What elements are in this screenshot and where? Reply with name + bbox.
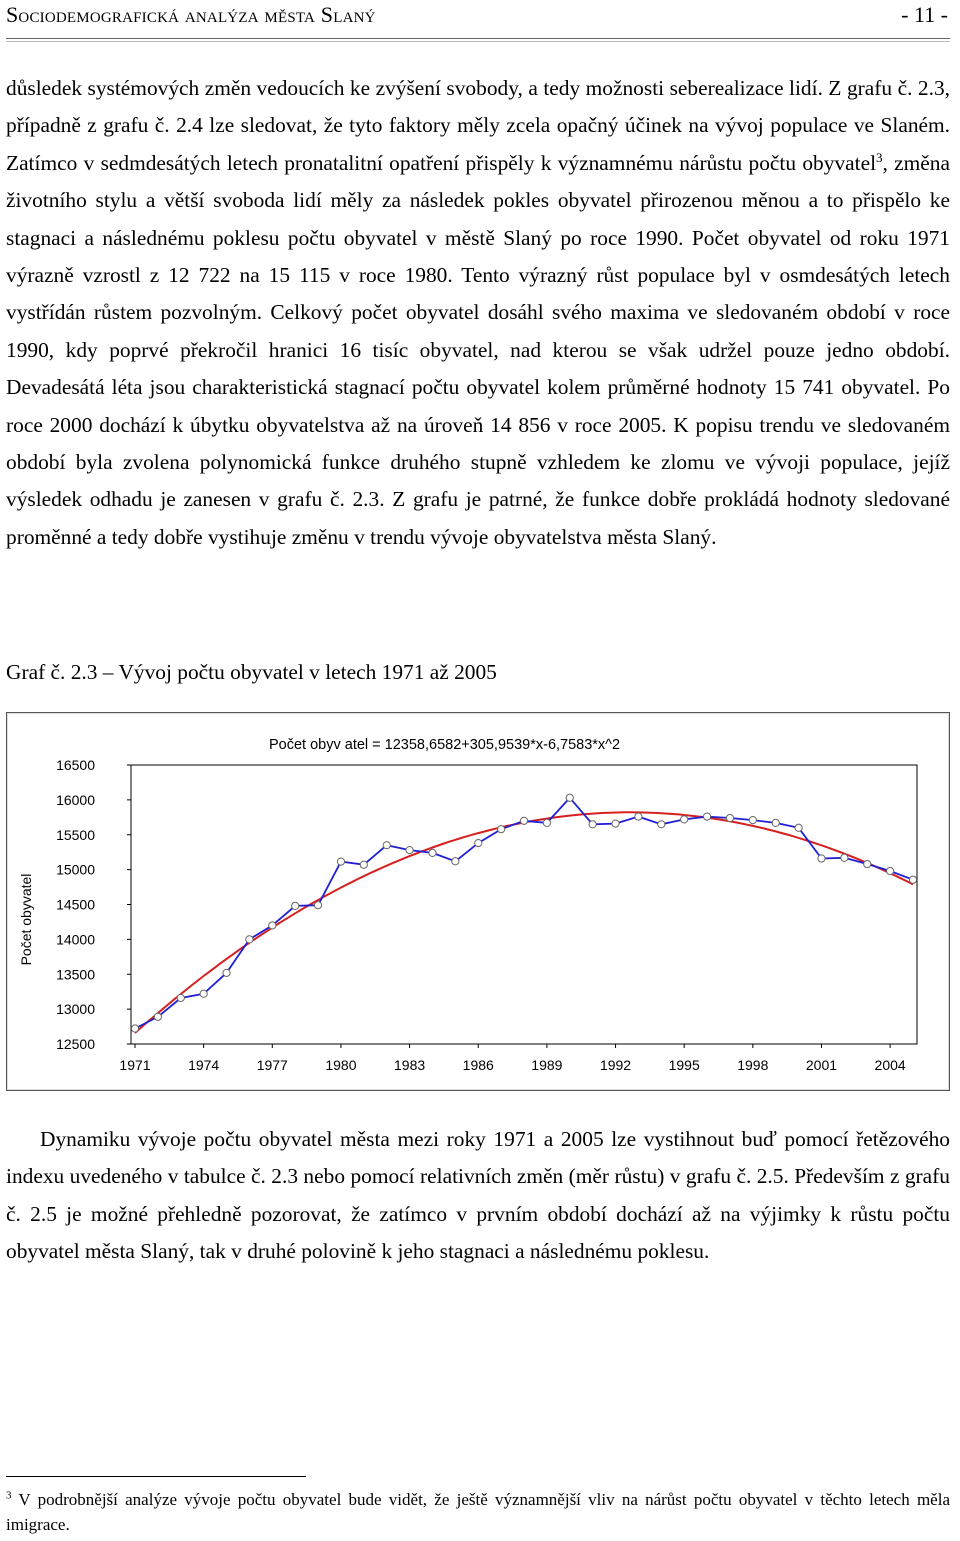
data-point [520,817,527,824]
data-point [314,902,321,909]
y-tick-label: 14500 [56,896,95,913]
data-point [772,819,779,826]
y-tick-label: 15500 [56,826,95,843]
data-point [337,858,344,865]
x-tick-label: 2004 [874,1057,906,1073]
data-point [589,821,596,828]
data-point [658,821,665,828]
data-point [749,817,756,824]
figure-caption: Graf č. 2.3 – Vývoj počtu obyvatel v letech 1971 až 2005 [6,660,497,684]
chart-equation: Počet obyv atel = 12358,6582+305,9539*x-6,7583*x^2 [269,737,621,753]
data-point [566,794,573,801]
plot-frame [131,765,917,1044]
footnote-text: V podrobnější analýze vývoje počtu obyvatel bude vidět, že ještě významnější vliv na nárůst počtu obyvatel v těchto letech měla imigrace. [6,1490,950,1534]
footnote-ref[interactable]: 3 [876,149,883,165]
paragraph-1 [6,70,950,556]
data-point [909,876,916,883]
y-tick-label: 12500 [56,1036,95,1052]
y-axis-label: Počet obyvatel [18,873,34,966]
data-point [223,969,230,976]
data-point [635,813,642,820]
y-tick-label: 13000 [56,1001,95,1018]
x-tick-label: 1989 [531,1057,563,1073]
header-rule [6,38,950,39]
population-line [135,798,913,1029]
paragraph-1-part-b: , změna životního stylu a větší svoboda lidí měly za následek pokles obyvatel přirozenou měnou a to přispělo ke stagnaci a následnému poklesu počtu obyvatel v městě Slaný po roce 1990. Počet obyvatel od roku 1971 výrazně vzrostl z 12 722 na 15 115 v roce 1980. Tento výrazný růst populace byl v osmdesátých letech vystřídán růstem pozvolným. Celkový počet obyvatel dosáhl svého maxima ve sledovaném období v roce 1990, kdy poprvé překročil hranici 16 tisíc obyvatel, nad kterou se však udržel pouze jedno období. Devadesátá léta jsou charakteristická stagnací počtu obyvatel kolem průměrné hodnoty 15 741 obyvatel. Po roce 2000 dochází k úbytku obyvatelstva až na úroveň 14 856 v roce 2005. K popisu trendu ve sledovaném období byla zvolena polynomická funkce druhého stupně vzhledem ke zlomu ve vývoji populace, jejíž výsledek odhadu je zanesen v grafu č. 2.3. Z grafu je patrné, že funkce dobře prokládá hodnoty sledované proměnné a tedy dobře vystihuje změnu v trendu vývoje obyvatelstva města Slaný. [6,150,950,549]
y-tick-label: 15000 [56,861,95,878]
data-point [246,936,253,943]
data-point [429,849,436,856]
footnote-rule [6,1476,306,1477]
data-point [543,819,550,826]
chart-frame [6,712,950,1091]
data-point [177,994,184,1001]
paragraph-1-part-a: důsledek systémových změn vedoucích ke zvýšení svobody, a tedy možnosti seberealizace lidí. Z grafu č. 2.3, případně z grafu č. 2.4 lze sledovat, že tyto faktory měly zcela opačný účinek na vývoj populace ve Slaném. Zatímco v sedmdesátých letech pronatalitní opatření přispěly k významnému nárůstu počtu obyvatel [6,76,950,175]
data-point [864,860,871,867]
paragraph-2 [6,1121,950,1271]
data-point [406,846,413,853]
footnote [6,1487,950,1537]
data-point [612,820,619,827]
running-title: Sociodemografická analýza města Slaný [6,2,376,27]
data-point [887,867,894,874]
data-point [292,902,299,909]
y-tick-label: 16000 [56,791,95,808]
data-point [703,813,710,820]
data-point [360,861,367,868]
data-point [818,855,825,862]
x-tick-label: 1986 [462,1057,494,1073]
x-tick-label: 2001 [805,1057,838,1073]
data-point [726,814,733,821]
data-point [498,826,505,833]
data-point [131,1025,138,1032]
x-tick-label: 1998 [737,1057,769,1073]
page-number: - 11 - [901,2,948,27]
x-tick-label: 1980 [325,1057,357,1073]
fit-curve [135,812,913,1033]
data-point [452,858,459,865]
data-point [841,854,848,861]
x-tick-label: 1974 [188,1057,220,1073]
y-tick-label: 16500 [56,757,95,773]
x-tick-label: 1995 [668,1057,700,1073]
population-chart [7,713,949,1090]
data-point [383,842,390,849]
x-tick-label: 1977 [256,1057,288,1073]
x-tick-label: 1971 [119,1057,151,1073]
footnote-number: 3 [6,1489,12,1502]
running-header [6,2,950,32]
data-point [795,824,802,831]
x-tick-label: 1992 [599,1057,632,1073]
data-point [269,922,276,929]
header-rule-secondary [6,41,950,42]
data-point [154,1013,161,1020]
data-point [475,840,482,847]
data-point [200,990,207,997]
y-tick-label: 13500 [56,966,95,983]
data-point [681,816,688,823]
x-tick-label: 1983 [394,1057,426,1073]
paragraph-2-text: Dynamiku vývoje počtu obyvatel města mezi roky 1971 a 2005 lze vystihnout buď pomocí řetězového indexu uvedeného v tabulce č. 2.3 nebo pomocí relativních změn (měr růstu) v grafu č. 2.5. Především z grafu č. 2.5 je možné přehledně pozorovat, že zatímco v prvním období dochází až na výjimky k růstu počtu obyvatel města Slaný, tak v druhé polovině k jeho stagnaci a následnému poklesu. [6,1127,950,1264]
y-tick-label: 14000 [56,931,95,948]
